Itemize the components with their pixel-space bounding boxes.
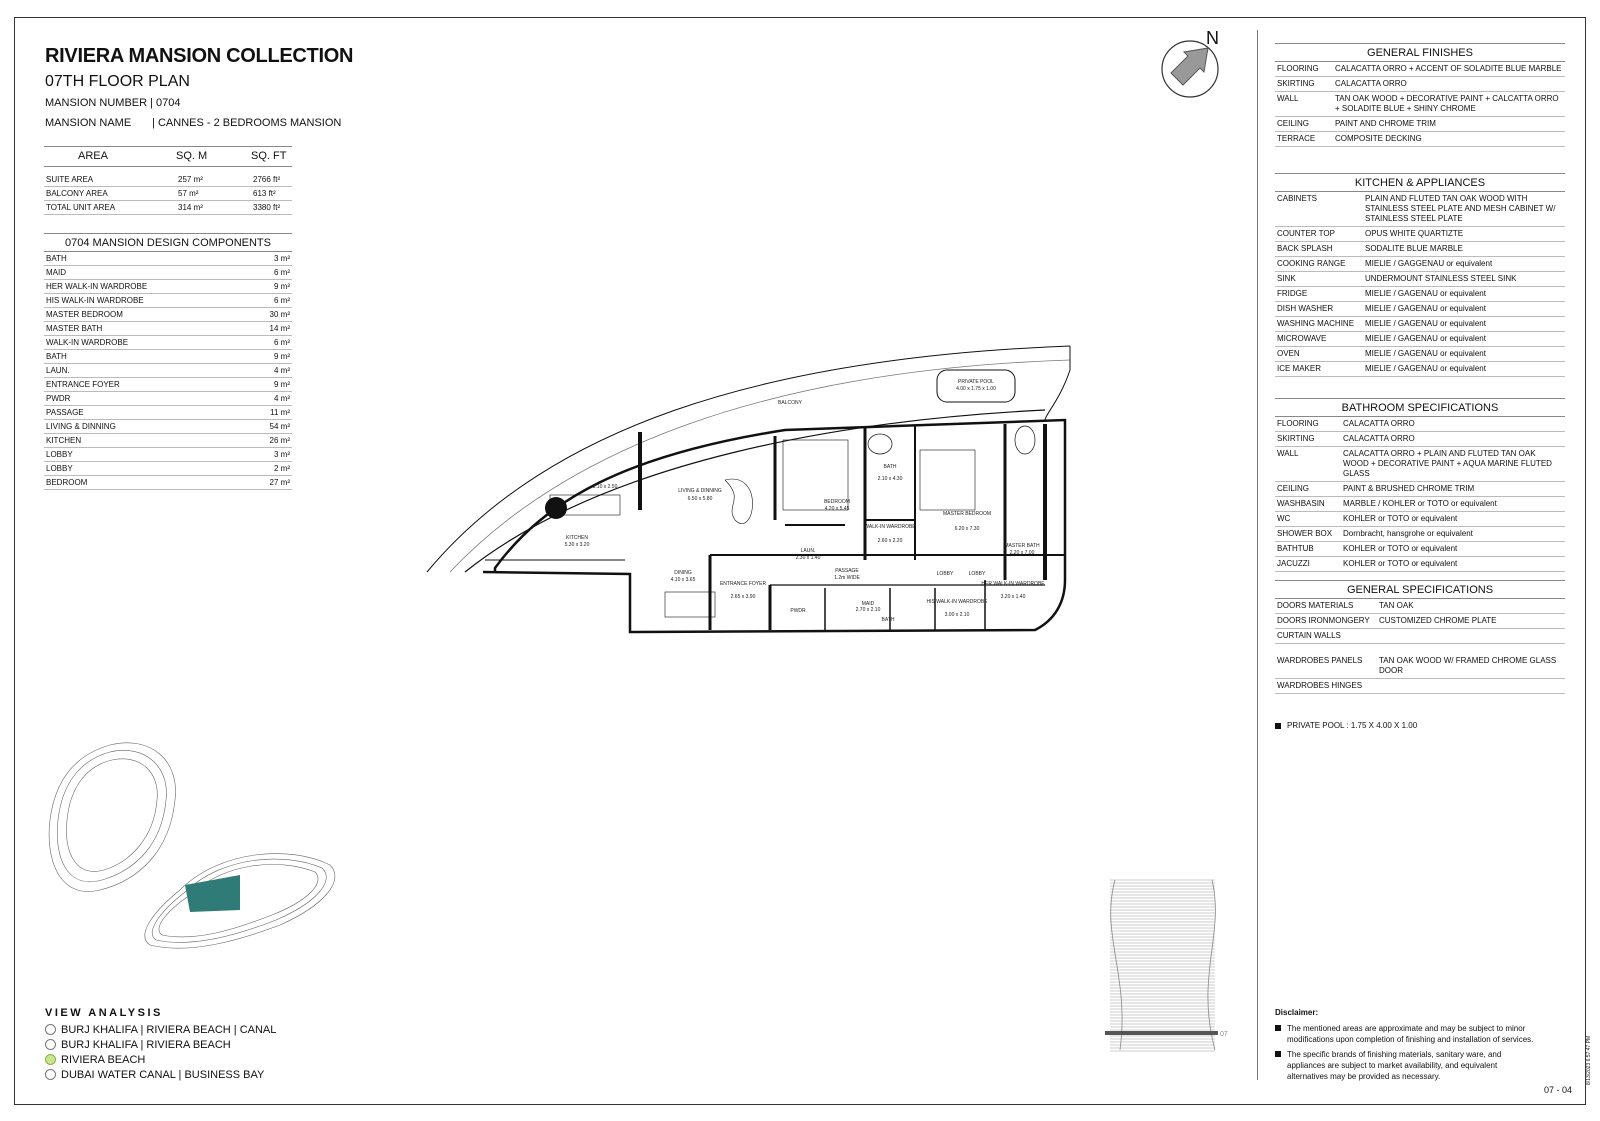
component-area: 9 m² <box>274 380 290 389</box>
bullet-square-icon <box>1275 1051 1281 1057</box>
finishes-title: GENERAL FINISHES <box>1275 43 1565 62</box>
spec-key: COOKING RANGE <box>1277 259 1346 268</box>
component-area: 11 m² <box>270 408 290 417</box>
area-cell-sqft: 613 ft² <box>251 187 292 201</box>
spec-row <box>1275 272 1565 287</box>
spec-key: WALL <box>1277 94 1299 103</box>
disclaimer <box>1275 1008 1537 1086</box>
spec-key: CURTAIN WALLS <box>1277 631 1341 640</box>
components-list <box>44 252 292 490</box>
component-area: 30 m² <box>269 310 290 319</box>
view-option-label: BURJ KHALIFA | RIVIERA BEACH <box>61 1038 231 1051</box>
kitchen-title: KITCHEN & APPLIANCES <box>1275 173 1565 192</box>
plan-label-master-bedroom: MASTER BEDROOM <box>942 511 992 517</box>
spec-value: KOHLER or TOTO or equivalent <box>1343 559 1458 568</box>
view-option[interactable] <box>45 1067 276 1082</box>
spec-row <box>1275 257 1565 272</box>
spec-value: COMPOSITE DECKING <box>1335 134 1422 143</box>
area-row <box>44 187 292 201</box>
plan-label-master-bath: MASTER BATH <box>1004 543 1040 549</box>
plan-label-pwdr: PWDR <box>790 608 806 614</box>
pool-note-text: PRIVATE POOL : 1.75 X 4.00 X 1.00 <box>1287 721 1418 730</box>
spec-row <box>1275 362 1565 377</box>
spec-value: MARBLE / KOHLER or TOTO or equivalent <box>1343 499 1497 508</box>
spec-key: OVEN <box>1277 349 1300 358</box>
component-name: BATH <box>46 254 67 263</box>
component-area: 6 m² <box>274 338 290 347</box>
disclaimer-item <box>1275 1049 1537 1082</box>
spec-value: PAINT AND CHROME TRIM <box>1335 119 1436 128</box>
column-divider <box>1257 30 1258 1080</box>
component-row <box>44 350 292 364</box>
area-row <box>44 201 292 215</box>
component-row <box>44 322 292 336</box>
spec-key: CABINETS <box>1277 194 1318 203</box>
spec-row <box>1275 482 1565 497</box>
spec-row <box>1275 117 1565 132</box>
component-name: LIVING & DINNING <box>46 422 116 431</box>
spec-key: DOORS IRONMONGERY <box>1277 616 1370 625</box>
component-name: MAID <box>46 268 66 277</box>
spec-row <box>1275 417 1565 432</box>
spec-row <box>1275 62 1565 77</box>
spec-key: BACK SPLASH <box>1277 244 1333 253</box>
component-row <box>44 420 292 434</box>
spec-row <box>1275 242 1565 257</box>
component-name: BEDROOM <box>46 478 88 487</box>
plan-label-maid: MAID <box>861 601 875 607</box>
bullet-square-icon <box>1275 723 1281 729</box>
spec-row <box>1275 347 1565 362</box>
spec-value: Dornbracht, hansgrohe or equivalent <box>1343 529 1473 538</box>
plan-label-terrace-dim: 3.10 x 2.50 <box>592 484 618 490</box>
spec-value: TAN OAK WOOD + DECORATIVE PAINT + CALCATTA ORRO + SOLADITE BLUE + SHINY CHROME <box>1335 94 1559 113</box>
spec-row <box>1275 77 1565 92</box>
area-row <box>44 173 292 187</box>
spec-row <box>1275 654 1565 679</box>
building-elevation <box>1100 875 1230 1055</box>
plan-label-foyer-dim: 2.65 x 3.90 <box>730 594 756 600</box>
spec-key: WARDROBES PANELS <box>1277 656 1363 665</box>
spec-key: FLOORING <box>1277 419 1319 428</box>
mansion-number-value: | 0704 <box>150 97 181 109</box>
spec-value: PAINT & BRUSHED CHROME TRIM <box>1343 484 1475 493</box>
spec-row <box>1275 557 1565 572</box>
finishes-rows <box>1275 62 1565 147</box>
spec-row <box>1275 132 1565 147</box>
area-cell-name: BALCONY AREA <box>44 187 176 201</box>
spec-row <box>1275 512 1565 527</box>
spec-key: WASHBASIN <box>1277 499 1325 508</box>
north-label: N <box>1206 28 1219 48</box>
spec-value: MIELIE / GAGENAU or equivalent <box>1365 304 1486 313</box>
general-specs-rows <box>1275 599 1565 694</box>
print-timestamp: 8/13/2023 6:57:47 PM <box>1586 1035 1592 1085</box>
plan-label-bedroom-dim: 4.20 x 5.45 <box>824 506 850 512</box>
spec-row <box>1275 192 1565 227</box>
area-cell-sqm: 57 m² <box>176 187 251 201</box>
spec-row <box>1275 542 1565 557</box>
general-specs-title: GENERAL SPECIFICATIONS <box>1275 580 1565 599</box>
mansion-name-value: | CANNES - 2 BEDROOMS MANSION <box>152 117 342 129</box>
component-row <box>44 434 292 448</box>
view-option-label: RIVIERA BEACH <box>61 1053 146 1066</box>
spec-key: CEILING <box>1277 484 1310 493</box>
spec-value: SODALITE BLUE MARBLE <box>1365 244 1463 253</box>
spec-value: KOHLER or TOTO or equivalent <box>1343 544 1458 553</box>
plan-label-passage-dim: 1.2m WIDE <box>834 575 860 581</box>
spec-value: OPUS WHITE QUARTIZTE <box>1365 229 1464 238</box>
spec-value <box>1379 681 1563 691</box>
general-finishes <box>1275 43 1565 147</box>
component-name: BATH <box>46 352 67 361</box>
view-option-label: BURJ KHALIFA | RIVIERA BEACH | CANAL <box>61 1023 277 1036</box>
component-name: ENTRANCE FOYER <box>46 380 120 389</box>
view-option[interactable] <box>45 1037 276 1052</box>
component-name: MASTER BEDROOM <box>46 310 123 319</box>
column-marker <box>545 497 567 519</box>
bullet-square-icon <box>1275 1025 1281 1031</box>
component-row <box>44 252 292 266</box>
kitchen-appliances <box>1275 173 1565 377</box>
page-title: RIVIERA MANSION COLLECTION <box>45 45 354 67</box>
component-row <box>44 448 292 462</box>
component-name: MASTER BATH <box>46 324 103 333</box>
floor-marker: 07 <box>1220 1031 1228 1038</box>
spec-row <box>1275 287 1565 302</box>
spec-row <box>1275 302 1565 317</box>
radio-dot-icon <box>45 1054 56 1065</box>
plan-label-balcony: BALCONY <box>778 400 802 406</box>
component-area: 4 m² <box>274 366 290 375</box>
mansion-name-row <box>45 117 341 129</box>
component-name: PWDR <box>46 394 71 403</box>
plan-label-maid-dim: 2.70 x 2.10 <box>855 607 881 613</box>
spec-row <box>1275 614 1565 629</box>
plan-label-laun: LAUN. <box>800 548 816 554</box>
view-option-label: DUBAI WATER CANAL | BUSINESS BAY <box>61 1068 265 1081</box>
plan-label-passage: PASSAGE <box>835 568 859 574</box>
spec-value: MIELIE / GAGENAU or equivalent <box>1365 289 1486 298</box>
spec-value <box>1379 631 1563 641</box>
plan-label-master-bath-dim: 2.20 x 7.00 <box>1009 550 1035 556</box>
disclaimer-item <box>1275 1023 1537 1045</box>
spec-value: MIELIE / GAGENAU or equivalent <box>1365 349 1486 358</box>
plan-label-living: LIVING & DINNING <box>678 488 722 494</box>
spec-row <box>1275 527 1565 542</box>
bathroom-specifications <box>1275 398 1565 572</box>
disclaimer-text: The mentioned areas are approximate and may be subject to minor modifications upon completion of finishing and installation of services. <box>1287 1024 1534 1044</box>
bathroom-rows <box>1275 417 1565 572</box>
page-subtitle: 07TH FLOOR PLAN <box>45 73 190 90</box>
spec-row <box>1275 679 1565 694</box>
area-cell-sqm: 314 m² <box>176 201 251 215</box>
area-cell-name: SUITE AREA <box>44 173 176 187</box>
component-row <box>44 294 292 308</box>
design-components <box>44 233 292 490</box>
spec-value: MIELIE / GAGENAU or equivalent <box>1365 334 1486 343</box>
spec-value: UNDERMOUNT STAINLESS STEEL SINK <box>1365 274 1517 283</box>
area-cell-sqft: 2766 ft² <box>251 173 292 187</box>
plan-label-private-pool-dim: 4.00 x 1.75 x 1.00 <box>956 386 996 392</box>
spec-value: PLAIN AND FLUTED TAN OAK WOOD WITH STAINLESS STEEL PLATE AND MESH CABINET W/ STAINLESS STEEL PLATE <box>1365 194 1556 223</box>
spec-key: DISH WASHER <box>1277 304 1334 313</box>
spec-value: CALACATTA ORRO <box>1343 434 1415 443</box>
view-option[interactable] <box>45 1052 276 1067</box>
component-row <box>44 266 292 280</box>
component-area: 3 m² <box>274 254 290 263</box>
spec-row <box>1275 227 1565 242</box>
pool-note <box>1275 721 1417 730</box>
spec-key: FRIDGE <box>1277 289 1308 298</box>
spec-key: JACUZZI <box>1277 559 1310 568</box>
plan-label-bedroom: BEDROOM <box>824 499 850 505</box>
disclaimer-title: Disclaimer: <box>1275 1008 1319 1017</box>
component-area: 6 m² <box>274 296 290 305</box>
area-header-sqft: SQ. FT <box>251 147 292 167</box>
mansion-number-label: MANSION NUMBER <box>45 97 148 109</box>
component-area: 27 m² <box>269 478 290 487</box>
spec-key: FLOORING <box>1277 64 1319 73</box>
plan-label-her-walkin: HER WALK-IN WARDROBE <box>981 581 1045 587</box>
plan-label-bath: BATH <box>883 464 897 470</box>
spec-row <box>1275 432 1565 447</box>
plan-label-master-bedroom-dim: 6.20 x 7.30 <box>954 526 980 532</box>
disclaimer-text: The specific brands of finishing materials, sanitary ware, and appliances are subject to market availability, and equivalent alternatives may be provided as necessary. <box>1287 1050 1502 1081</box>
component-name: HIS WALK-IN WARDROBE <box>46 296 144 305</box>
component-area: 54 m² <box>269 422 290 431</box>
page-number: 07 - 04 <box>1544 1085 1573 1095</box>
spec-value: KOHLER or TOTO or equivalent <box>1343 514 1458 523</box>
spec-row <box>1275 332 1565 347</box>
plan-label-lobby2: LOBBY <box>968 571 986 577</box>
component-name: HER WALK-IN WARDROBE <box>46 282 148 291</box>
plan-label-bath2: BATH <box>881 617 895 623</box>
component-row <box>44 406 292 420</box>
spec-row <box>1275 447 1565 482</box>
spec-key: WARDROBES HINGES <box>1277 681 1363 690</box>
component-area: 9 m² <box>274 282 290 291</box>
spec-key: BATHTUB <box>1277 544 1314 553</box>
component-area: 3 m² <box>274 450 290 459</box>
plan-label-kitchen: KITCHEN <box>566 535 588 541</box>
spec-row <box>1275 497 1565 512</box>
components-title: 0704 MANSION DESIGN COMPONENTS <box>44 233 292 252</box>
plan-label-private-pool: PRIVATE POOL <box>958 379 994 385</box>
plan-label-his-walkin-dim: 3.00 x 2.10 <box>944 612 970 618</box>
spec-key: WALL <box>1277 449 1299 458</box>
view-analysis <box>45 1007 276 1082</box>
spec-key: DOORS MATERIALS <box>1277 601 1354 610</box>
area-header-sqm: SQ. M <box>176 147 251 167</box>
spec-key: ICE MAKER <box>1277 364 1322 373</box>
radio-dot-icon <box>45 1039 56 1050</box>
component-name: LAUN. <box>46 366 70 375</box>
plan-label-dining-dim: 4.10 x 3.65 <box>670 577 696 583</box>
plan-label-dining: DINING <box>674 570 692 576</box>
spec-key: MICROWAVE <box>1277 334 1327 343</box>
spec-row <box>1275 92 1565 117</box>
bathroom-title: BATHROOM SPECIFICATIONS <box>1275 398 1565 417</box>
radio-dot-icon <box>45 1069 56 1080</box>
component-row <box>44 476 292 490</box>
spec-key: SINK <box>1277 274 1296 283</box>
spec-row <box>1275 317 1565 332</box>
spec-key: SKIRTING <box>1277 79 1315 88</box>
spec-value: MIELIE / GAGENAU or equivalent <box>1365 364 1486 373</box>
plan-label-walkin: WALK-IN WARDROBE <box>864 524 916 530</box>
area-cell-sqm: 257 m² <box>176 173 251 187</box>
spec-row <box>1275 599 1565 614</box>
component-area: 4 m² <box>274 394 290 403</box>
spec-key: SKIRTING <box>1277 434 1315 443</box>
component-area: 9 m² <box>274 352 290 361</box>
spec-value: CALACATTA ORRO + ACCENT OF SOLADITE BLUE MARBLE <box>1335 64 1562 73</box>
mansion-name-label: MANSION NAME <box>45 117 132 129</box>
plan-label-living-dim: 6.50 x 5.80 <box>687 496 713 502</box>
spec-value: CALACATTA ORRO <box>1343 419 1415 428</box>
component-row <box>44 378 292 392</box>
spec-key: WC <box>1277 514 1291 523</box>
spec-value: CALACATTA ORRO <box>1335 79 1407 88</box>
area-cell-sqft: 3380 ft² <box>251 201 292 215</box>
plan-label-lobby: LOBBY <box>936 571 954 577</box>
radio-dot-icon <box>45 1024 56 1035</box>
area-header-area: AREA <box>44 147 176 167</box>
general-specifications <box>1275 580 1565 694</box>
spec-value: TAN OAK WOOD W/ FRAMED CHROME GLASS DOOR <box>1379 656 1557 675</box>
component-name: WALK-IN WARDROBE <box>46 338 129 347</box>
component-area: 6 m² <box>274 268 290 277</box>
spec-key: WASHING MACHINE <box>1277 319 1355 328</box>
component-row <box>44 336 292 350</box>
plan-label-kitchen-dim: 5.30 x 3.20 <box>564 542 590 548</box>
spec-key: CEILING <box>1277 119 1310 128</box>
site-plan <box>40 740 340 970</box>
spec-value: MIELIE / GAGGENAU or equivalent <box>1365 259 1493 268</box>
kitchen-rows <box>1275 192 1565 377</box>
view-analysis-title: VIEW ANALYSIS <box>45 1007 163 1019</box>
area-cell-name: TOTAL UNIT AREA <box>44 201 176 215</box>
selected-unit-highlight <box>185 875 240 912</box>
component-name: LOBBY <box>46 464 73 473</box>
spec-value: CALACATTA ORRO + PLAIN AND FLUTED TAN OAK WOOD + DECORATIVE PAINT + AQUA MARINE FLUTED GLASS <box>1343 449 1552 478</box>
component-row <box>44 364 292 378</box>
mansion-number-row <box>45 97 181 109</box>
plan-label-his-walkin: HIS WALK-IN WARDROBE <box>926 599 988 605</box>
plan-label-bath-dim: 2.10 x 4.30 <box>877 476 903 482</box>
spec-key: SHOWER BOX <box>1277 529 1333 538</box>
component-row <box>44 308 292 322</box>
spec-key: TERRACE <box>1277 134 1316 143</box>
floor-plan <box>425 340 1075 650</box>
component-name: PASSAGE <box>46 408 84 417</box>
component-name: LOBBY <box>46 450 73 459</box>
component-name: KITCHEN <box>46 436 82 445</box>
area-table <box>44 146 292 215</box>
component-row <box>44 462 292 476</box>
component-row <box>44 280 292 294</box>
plan-label-her-walkin-dim: 3.20 x 1.40 <box>1000 594 1026 600</box>
component-area: 26 m² <box>269 436 290 445</box>
spec-row <box>1275 629 1565 644</box>
spec-value: TAN OAK <box>1379 601 1414 610</box>
component-row <box>44 392 292 406</box>
view-option[interactable] <box>45 1022 276 1037</box>
plan-label-foyer: ENTRANCE FOYER <box>719 581 767 587</box>
spec-value: CUSTOMIZED CHROME PLATE <box>1379 616 1497 625</box>
spec-value: MIELIE / GAGENAU or equivalent <box>1365 319 1486 328</box>
plan-label-laun-dim: 2.30 x 1.40 <box>795 555 821 561</box>
plan-label-walkin-dim: 2.60 x 2.20 <box>877 538 903 544</box>
component-area: 14 m² <box>269 324 290 333</box>
component-area: 2 m² <box>274 464 290 473</box>
spec-key: COUNTER TOP <box>1277 229 1335 238</box>
